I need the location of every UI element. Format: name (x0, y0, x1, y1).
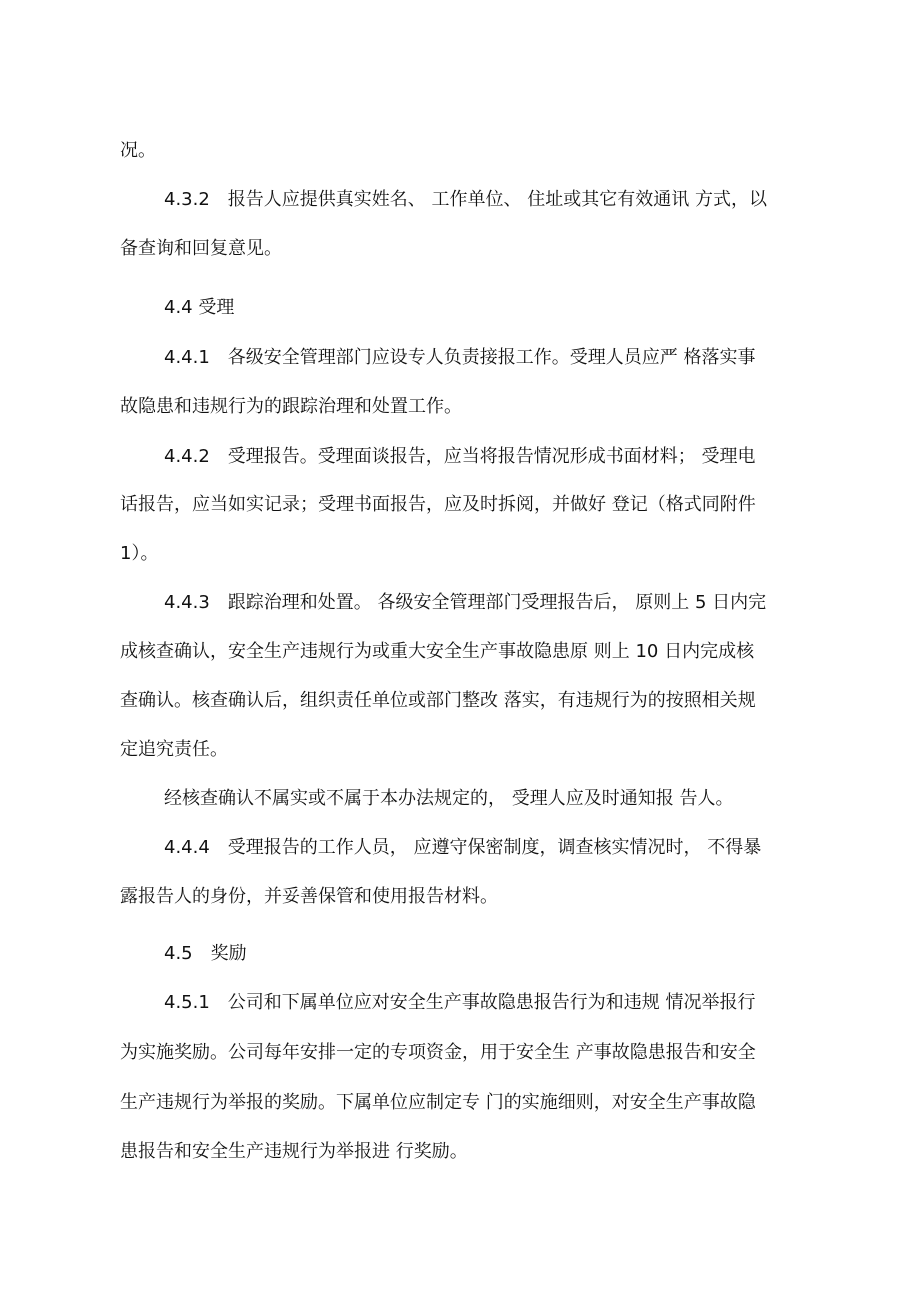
clause-4-4-3-line-1: 4.4.3 跟踪治理和处置。 各级安全管理部门受理报告后， 原则上 5 日内完 (164, 592, 767, 613)
section-heading-4-5: 4.5 奖励 (164, 943, 247, 964)
clause-4-4-3-line-4: 定追究责任。 (120, 739, 228, 760)
clause-4-4-1-line-2: 故隐患和违规行为的跟踪治理和处置工作。 (120, 396, 462, 417)
clause-4-4-2-line-1: 4.4.2 受理报告。受理面谈报告，应当将报告情况形成书面材料； 受理电 (164, 446, 756, 467)
clause-4-3-2-line-2: 备查询和回复意见。 (120, 238, 282, 259)
clause-4-4-4-line-1: 4.4.4 受理报告的工作人员， 应遵守保密制度，调查核实情况时， 不得暴 (164, 837, 762, 858)
clause-4-4-2-line-3: 1）。 (120, 543, 159, 564)
clause-4-5-1-line-1: 4.5.1 公司和下属单位应对安全生产事故隐患报告行为和违规 情况举报行 (164, 992, 756, 1013)
clause-4-5-1-line-3: 生产违规行为举报的奖励。下属单位应制定专 门的实施细则，对安全生产事故隐 (120, 1092, 756, 1113)
clause-4-4-4-line-2: 露报告人的身份，并妥善保管和使用报告材料。 (120, 886, 498, 907)
clause-4-4-3-line-3: 查确认。核查确认后，组织责任单位或部门整改 落实，有违规行为的按照相关规 (120, 690, 756, 711)
clause-4-4-3-line-2: 成核查确认，安全生产违规行为或重大安全生产事故隐患原 则上 10 日内完成核 (120, 641, 755, 662)
clause-4-4-2-line-2: 话报告，应当如实记录；受理书面报告，应及时拆阅，并做好 登记（格式同附件 (120, 494, 756, 515)
text-line-continuation: 况。 (120, 140, 156, 161)
section-heading-4-4: 4.4 受理 (164, 297, 235, 318)
clause-4-3-2-line-1: 4.3.2 报告人应提供真实姓名、 工作单位、 住址或其它有效通讯 方式，以 (164, 189, 767, 210)
clause-4-5-1-line-4: 患报告和安全生产违规行为举报进 行奖励。 (120, 1141, 468, 1162)
clause-4-4-1-line-1: 4.4.1 各级安全管理部门应设专人负责接报工作。受理人员应严 格落实事 (164, 347, 756, 368)
clause-4-4-3-note: 经核查确认不属实或不属于本办法规定的， 受理人应及时通知报 告人。 (164, 788, 734, 809)
clause-4-5-1-line-2: 为实施奖励。公司每年安排一定的专项资金，用于安全生 产事故隐患报告和安全 (120, 1042, 756, 1063)
